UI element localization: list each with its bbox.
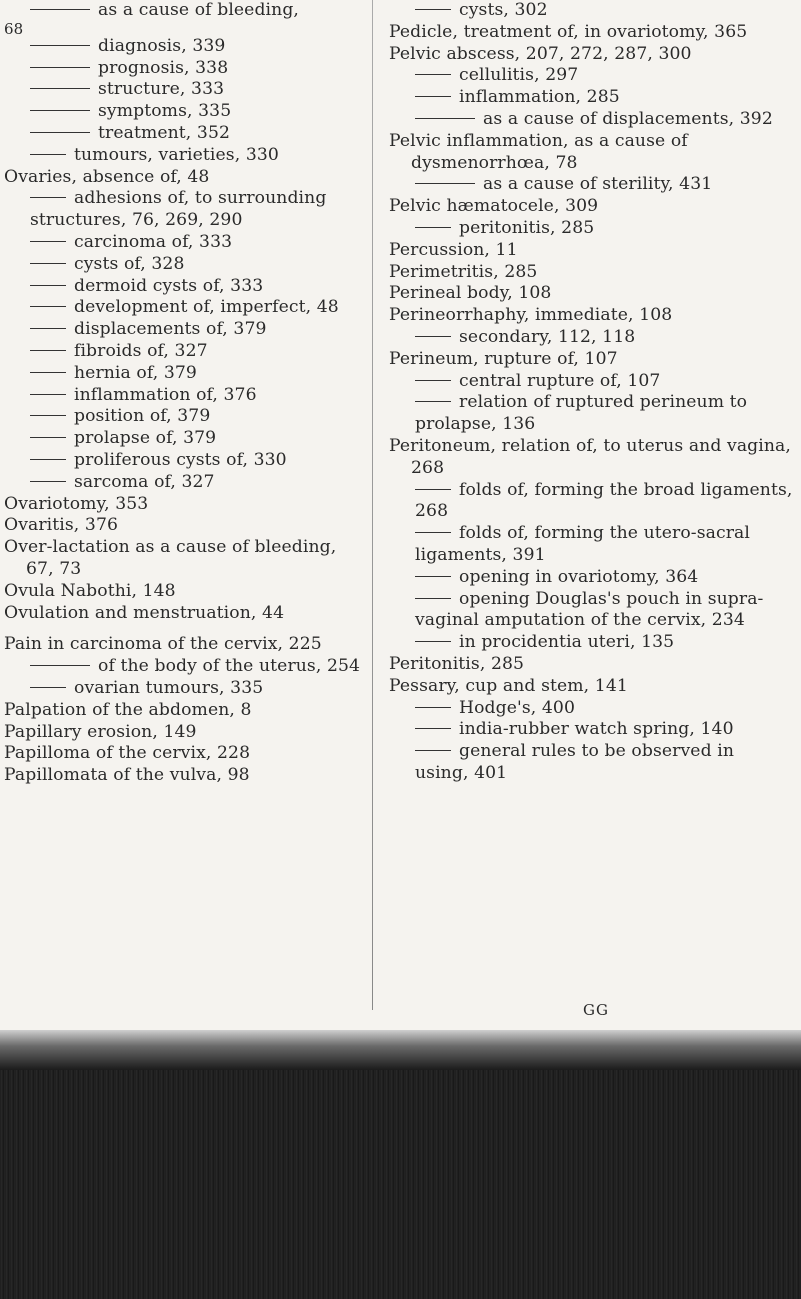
entry-text: general rules to be observed in using, 401 (415, 741, 735, 783)
entry-text: Pedicle, treatment of, in ovariotomy, 365 (389, 21, 748, 42)
index-entry (4, 319, 364, 341)
index-entry (4, 0, 364, 22)
entry-text: symptoms, 335 (98, 101, 232, 122)
index-entry (4, 123, 364, 145)
ditto-dash (415, 380, 451, 381)
entry-text: cellulitis, 297 (459, 65, 579, 86)
index-entry (4, 101, 364, 123)
entry-text: hernia of, 379 (74, 362, 197, 383)
entry-text: displacements of, 379 (74, 319, 267, 340)
ditto-dash (30, 350, 66, 351)
column-divider (372, 0, 373, 1010)
index-entry (4, 406, 364, 428)
index-entry (389, 698, 793, 720)
index-entry (389, 654, 793, 676)
ditto-dash (30, 197, 66, 198)
entry-text: Perineal body, 108 (389, 283, 552, 304)
index-entry (389, 240, 793, 262)
signature-mark: GG (583, 1001, 609, 1019)
ditto-dash (415, 183, 475, 184)
ditto-dash (415, 532, 451, 533)
index-entry (389, 109, 793, 131)
entry-text: position of, 379 (74, 406, 211, 427)
ditto-dash (30, 132, 90, 133)
index-entry (4, 297, 364, 319)
ditto-dash (30, 394, 66, 395)
index-entry (4, 494, 364, 516)
entry-text: Peritoneum, relation of, to uterus and vagina, 268 (389, 435, 791, 478)
ditto-dash (30, 88, 90, 89)
index-entry (4, 254, 364, 276)
ditto-dash (30, 687, 66, 688)
index-entry (4, 188, 364, 232)
ditto-dash (30, 372, 66, 373)
ditto-dash (30, 665, 90, 666)
index-entry (389, 676, 793, 698)
index-entry (4, 700, 364, 722)
entry-text: Papillomata of the vulva, 98 (4, 765, 250, 786)
entry-text: Perineum, rupture of, 107 (389, 348, 618, 369)
entry-text: Papilloma of the cervix, 228 (4, 743, 251, 764)
entry-text: folds of, forming the utero-sacral ligaments, 391 (415, 523, 750, 565)
index-entry (389, 131, 793, 175)
index-entry (4, 167, 364, 189)
ditto-dash (30, 415, 66, 416)
ditto-dash (30, 437, 66, 438)
dark-scan-border (0, 1030, 801, 1299)
index-entry (4, 145, 364, 167)
entry-text: relation of ruptured perineum to prolapse, 136 (415, 392, 748, 435)
ditto-dash (415, 750, 451, 751)
index-entry (4, 450, 364, 472)
index-entry (389, 392, 793, 436)
page-number: 68 (4, 19, 24, 38)
index-entry (389, 87, 793, 109)
entry-text: development of, imperfect, 48 (74, 297, 339, 318)
ditto-dash (30, 110, 90, 111)
ditto-dash (415, 728, 451, 729)
ditto-dash (415, 641, 451, 642)
entry-text: secondary, 112, 118 (459, 326, 636, 347)
entry-text: Peritonitis, 285 (389, 653, 525, 674)
index-entry (389, 567, 793, 589)
index-entry (4, 678, 364, 700)
ditto-dash (415, 598, 451, 599)
entry-text: cysts, 302 (459, 0, 548, 20)
entry-text: dermoid cysts of, 333 (74, 275, 264, 296)
index-entry (389, 589, 793, 633)
entry-text: opening Douglas's pouch in supra-vaginal amputation of the cervix, 234 (415, 588, 764, 631)
index-entry (389, 65, 793, 87)
entry-text: Perimetritis, 285 (389, 261, 538, 282)
entry-text: Ovulation and menstruation, 44 (4, 602, 285, 623)
ditto-dash (415, 489, 451, 490)
index-entry (389, 436, 793, 480)
index-entry (389, 349, 793, 371)
entry-text: inflammation, 285 (459, 87, 620, 108)
entry-text: Papillary erosion, 149 (4, 721, 197, 742)
index-entry (389, 44, 793, 66)
ditto-dash (30, 9, 90, 10)
entry-text: in procidentia uteri, 135 (459, 632, 675, 653)
ditto-dash (30, 241, 66, 242)
entry-text: carcinoma of, 333 (74, 231, 233, 252)
index-entry (389, 741, 793, 785)
entry-text: Pelvic abscess, 207, 272, 287, 300 (389, 43, 692, 64)
index-entry (389, 523, 793, 567)
ditto-dash (415, 118, 475, 119)
entry-text: prolapse of, 379 (74, 428, 217, 449)
index-entry (4, 472, 364, 494)
ditto-dash (30, 328, 66, 329)
entry-text: treatment, 352 (98, 122, 231, 143)
index-entry (4, 515, 364, 537)
index-entry (389, 0, 793, 22)
index-entry (389, 283, 793, 305)
index-entry (389, 218, 793, 240)
entry-text: Pessary, cup and stem, 141 (389, 675, 628, 696)
index-entry (389, 305, 793, 327)
entry-text: inflammation of, 376 (74, 384, 257, 405)
entry-text: Percussion, 11 (389, 239, 518, 260)
entry-text: as a cause of sterility, 431 (483, 174, 713, 195)
ditto-dash (415, 401, 451, 402)
entry-text: Hodge's, 400 (459, 697, 575, 718)
entry-text: Ovariotomy, 353 (4, 493, 149, 514)
ditto-dash (415, 227, 451, 228)
index-entry (4, 341, 364, 363)
entry-text: sarcoma of, 327 (74, 471, 215, 492)
index-entry (389, 371, 793, 393)
index-entry (389, 22, 793, 44)
index-entry (4, 363, 364, 385)
entry-text: structure, 333 (98, 79, 225, 100)
ditto-dash (30, 306, 66, 307)
entry-text: diagnosis, 339 (98, 35, 226, 56)
index-entry (4, 232, 364, 254)
entry-text: cysts of, 328 (74, 253, 185, 274)
entry-text: Ovula Nabothi, 148 (4, 580, 176, 601)
index-entry (4, 58, 364, 80)
entry-text: adhesions of, to surrounding structures, 76, 269, 290 (30, 188, 327, 231)
entry-text: proliferous cysts of, 330 (74, 449, 287, 470)
entry-text: as a cause of bleeding, (98, 0, 299, 20)
ditto-dash (415, 9, 451, 10)
entry-text: of the body of the uterus, 254 (98, 656, 361, 677)
section-gap (4, 624, 364, 634)
entry-text: tumours, varieties, 330 (74, 144, 279, 165)
ditto-dash (415, 96, 451, 97)
index-entry (389, 262, 793, 284)
ditto-dash (415, 707, 451, 708)
index-entry (4, 581, 364, 603)
entry-text: Over-lactation as a cause of bleeding, 67, 73 (4, 537, 337, 579)
index-entry (389, 480, 793, 524)
index-entry (4, 634, 364, 656)
entry-text: Pain in carcinoma of the cervix, 225 (4, 634, 322, 655)
entry-text: peritonitis, 285 (459, 217, 595, 238)
entry-text: fibroids of, 327 (74, 340, 208, 361)
entry-text: Ovaries, absence of, 48 (4, 166, 210, 187)
index-entry (389, 719, 793, 741)
ditto-dash (30, 285, 66, 286)
index-entry (389, 196, 793, 218)
entry-text: ovarian tumours, 335 (74, 677, 264, 698)
index-entry (4, 765, 364, 787)
ditto-dash (30, 481, 66, 482)
index-entry (4, 656, 364, 678)
entry-text: Perineorrhaphy, immediate, 108 (389, 305, 673, 326)
ditto-dash (415, 576, 451, 577)
entry-text: Pelvic inflammation, as a cause of dysmenorrhœa, 78 (389, 130, 688, 173)
entry-text: prognosis, 338 (98, 57, 229, 78)
entry-text: Pelvic hæmatocele, 309 (389, 196, 599, 217)
entry-text: folds of, forming the broad ligaments, 268 (415, 479, 793, 522)
ditto-dash (415, 74, 451, 75)
ditto-dash (415, 336, 451, 337)
index-entry (4, 36, 364, 58)
ditto-dash (30, 154, 66, 155)
entry-text: as a cause of displacements, 392 (483, 108, 773, 129)
index-entry (4, 79, 364, 101)
ditto-dash (30, 67, 90, 68)
index-entry (4, 743, 364, 765)
ditto-dash (30, 459, 66, 460)
index-entry (4, 428, 364, 450)
entry-text: Ovaritis, 376 (4, 515, 119, 536)
ditto-dash (30, 263, 66, 264)
index-entry (4, 385, 364, 407)
index-entry (389, 174, 793, 196)
index-entry (4, 722, 364, 744)
entry-text: Palpation of the abdomen, 8 (4, 699, 252, 720)
right-index-column (389, 0, 793, 785)
index-entry (4, 537, 364, 581)
index-entry (4, 276, 364, 298)
entry-text: opening in ovariotomy, 364 (459, 566, 699, 587)
left-index-column (4, 0, 364, 787)
index-entry (4, 603, 364, 625)
index-entry (389, 632, 793, 654)
ditto-dash (30, 45, 90, 46)
index-entry (389, 327, 793, 349)
entry-text: india-rubber watch spring, 140 (459, 719, 734, 740)
entry-text: central rupture of, 107 (459, 370, 661, 391)
